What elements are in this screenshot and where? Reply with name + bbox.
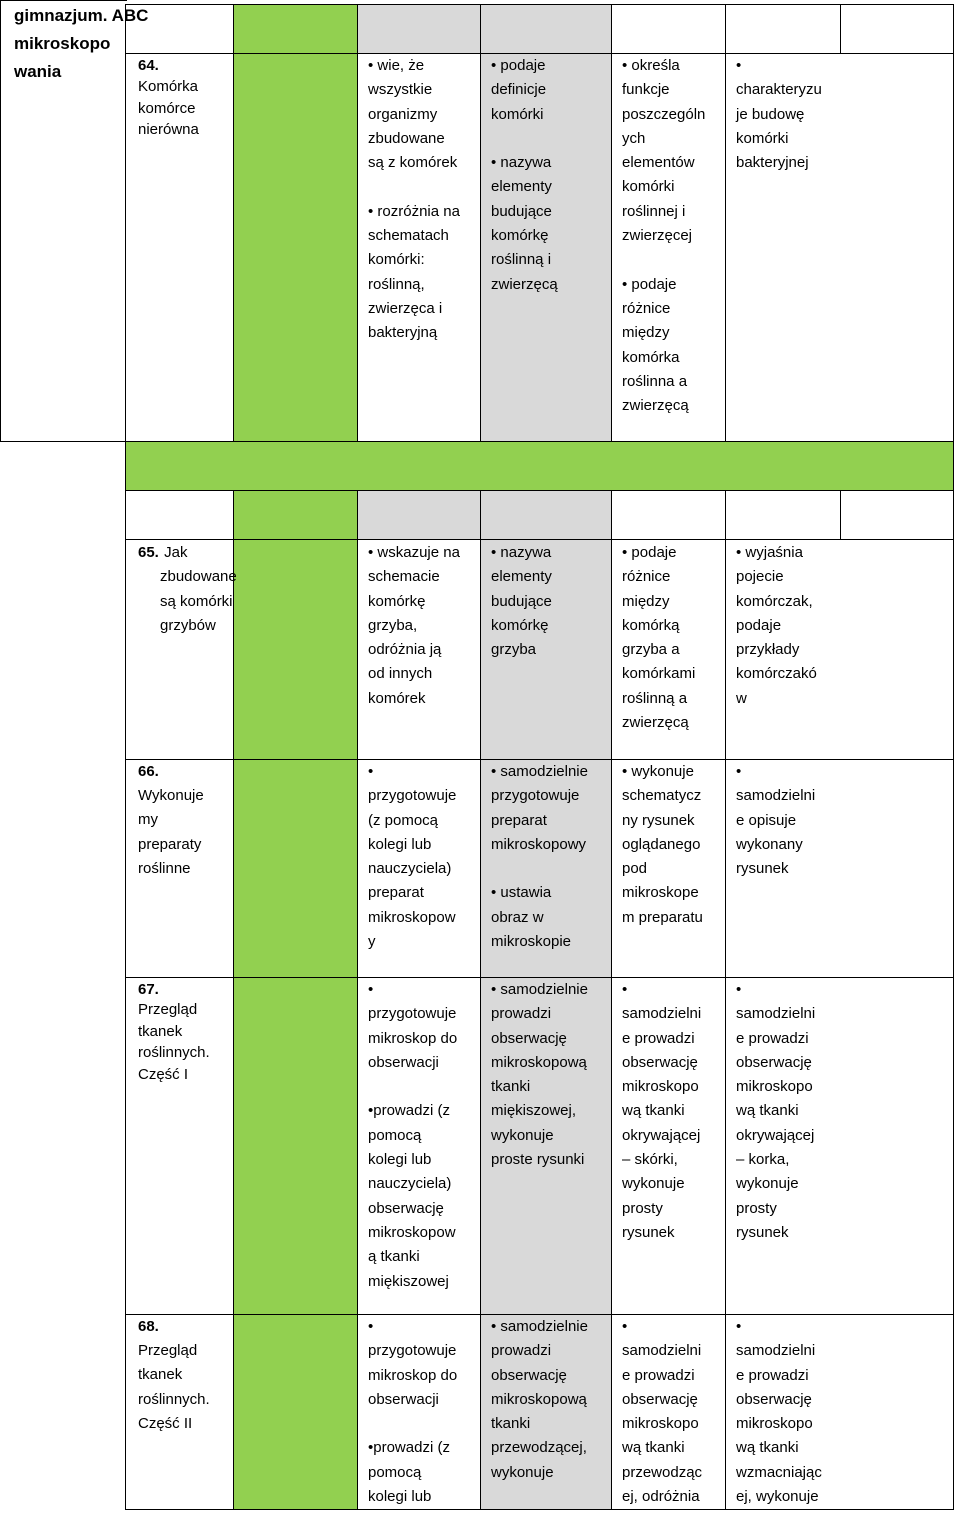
requirement-text: • wyjaśnia pojecie komórczak, podaje przykłady komórczakó w <box>736 544 817 707</box>
requirement-text: • wie, że wszystkie organizmy zbudowane są z komórek • rozróżnia na schematach komórki: roślinną, zwierzęca i bakteryjną <box>368 57 460 342</box>
lesson-title: Jak zbudowane są komórki grzybów <box>160 544 237 634</box>
lesson-number-value: 65. <box>138 544 159 561</box>
requirement-text: • samodzielni e prowadzi obserwację mikroskopo wą tkanki okrywającej – skórki, wykonuje prosty rysunek <box>622 981 702 1241</box>
green-cell <box>233 1314 358 1510</box>
top-strip-cell <box>611 490 726 540</box>
top-strip-cell <box>725 490 841 540</box>
requirement-text: • samodzielni e prowadzi obserwację mikroskopo wą tkanki okrywającej – korka, wykonuje prosty rysunek <box>736 981 816 1241</box>
top-strip-cell <box>840 490 954 540</box>
grey-column-header <box>480 490 612 540</box>
requirement-text: • przygotowuje mikroskop do obserwacji •prowadzi (z pomocą kolegi lub nauczyciela) obserwację mikroskopow ą tkanki miękiszowej <box>368 981 458 1290</box>
requirement-text: • określa funkcje poszczególn ych elementów komórki roślinnej i zwierzęcej • podaje różnice między komórka roślinna a zwierzęcą <box>622 57 706 415</box>
requirement-text: • charakteryzu je budowę komórki bakteryjnej <box>736 57 822 172</box>
lesson-number: 66. <box>138 763 159 780</box>
requirement-text: • wykonuje schematycz ny rysunek oglądanego pod mikroskope m preparatu <box>622 763 703 926</box>
lesson-number: 68. <box>138 1318 159 1335</box>
green-cell <box>233 977 358 1315</box>
lesson-title: Przegląd tkanek roślinnych. Część I <box>138 1001 210 1083</box>
requirement-text: • samodzielni e prowadzi obserwację mikroskopo wą tkanki wzmacniając ej, wykonuje <box>736 1318 822 1506</box>
lesson-title: Przegląd tkanek roślinnych. Część II <box>138 1342 210 1432</box>
requirement-text: • samodzielni e prowadzi obserwację mikroskopo wą tkanki przewodząc ej, odróżnia <box>622 1318 703 1506</box>
separator-row <box>125 441 954 491</box>
header-fragment: gimnazjum. ABC mikroskopo wania <box>14 6 149 81</box>
top-strip-cell <box>725 4 841 54</box>
lesson-number <box>138 541 159 565</box>
green-column-header <box>233 4 358 54</box>
requirement-text: • wskazuje na schemacie komórkę grzyba, odróżnia ją od innych komórek <box>368 544 460 707</box>
top-strip-cell <box>840 4 954 54</box>
requirement-text: • samodzielnie przygotowuje preparat mikroskopowy • ustawia obraz w mikroskopie <box>491 763 588 951</box>
grey-column-header <box>357 490 481 540</box>
green-cell <box>233 759 358 978</box>
requirement-text: • podaje definicje komórki • nazywa elementy budujące komórkę roślinną i zwierzęcą <box>491 57 558 293</box>
requirement-text: • samodzielnie prowadzi obserwację mikroskopową tkanki przewodzącej, wykonuje <box>491 1318 588 1481</box>
requirement-text: • podaje różnice między komórką grzyba a komórkami roślinną a zwierzęcą <box>622 544 696 732</box>
requirement-text: • przygotowuje mikroskop do obserwacji •prowadzi (z pomocą kolegi lub <box>368 1318 458 1506</box>
requirement-text: • nazywa elementy budujące komórkę grzyba <box>491 544 552 659</box>
top-strip-cell <box>611 4 726 54</box>
lesson-number: 67. <box>138 981 159 998</box>
requirement-text: • przygotowuje (z pomocą kolegi lub nauczyciela) preparat mikroskopow y <box>368 763 457 951</box>
green-cell <box>233 539 358 760</box>
grey-column-header <box>480 4 612 54</box>
green-cell <box>233 53 358 442</box>
lesson-number: 64. <box>138 57 159 74</box>
grey-column-header <box>357 4 481 54</box>
lesson-title: Wykonuje my preparaty roślinne <box>138 787 204 877</box>
top-strip-cell <box>125 490 235 540</box>
lesson-title: Komórka komórce nierówna <box>138 78 199 138</box>
requirement-text: • samodzielni e opisuje wykonany rysunek <box>736 763 816 878</box>
requirement-text: • samodzielnie prowadzi obserwację mikroskopową tkanki miękiszowej, wykonuje proste rysunki <box>491 981 588 1169</box>
green-column-header <box>233 490 358 540</box>
